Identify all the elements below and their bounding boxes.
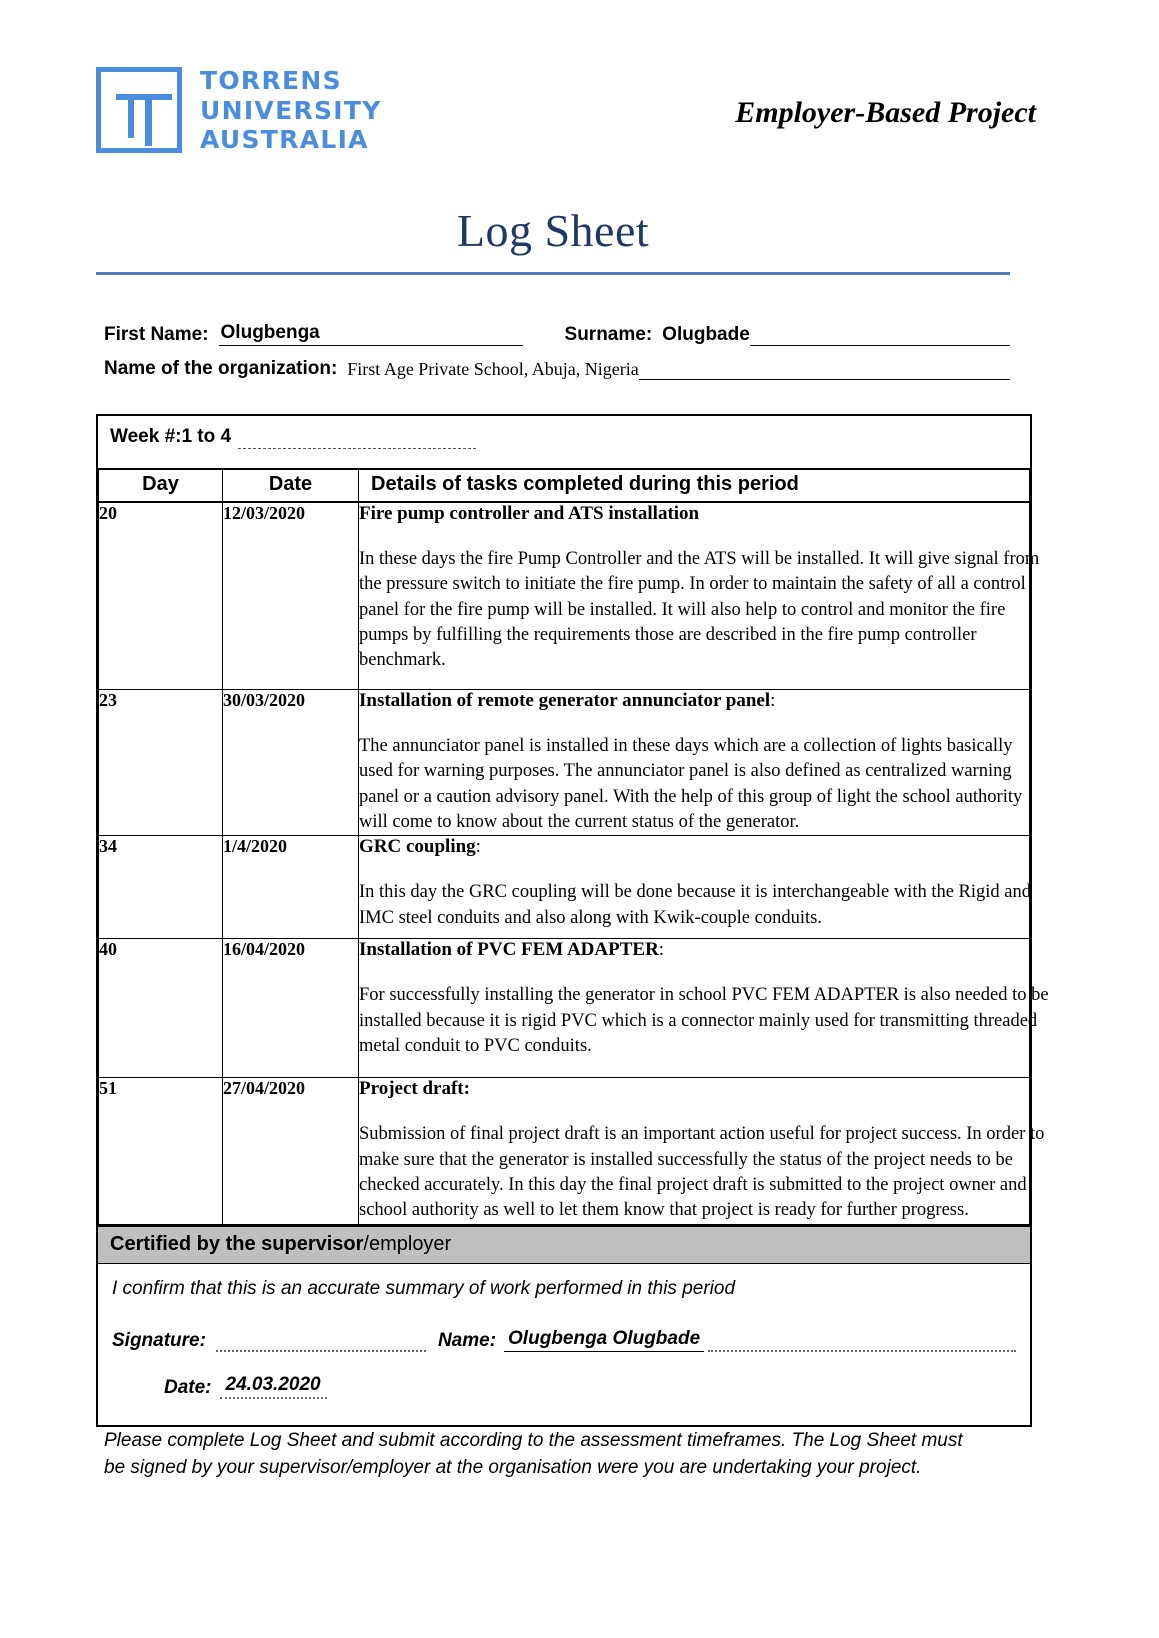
task-title: Fire pump controller and ATS installation: [359, 503, 700, 524]
table-row: [99, 1078, 1030, 1224]
cell-day[interactable]: 20: [99, 502, 223, 690]
log-table-container: [96, 414, 1049, 1427]
cell-day[interactable]: 51: [99, 1078, 223, 1224]
log-table: [98, 468, 1049, 1225]
logo-line-torrens: TORRENS: [200, 66, 342, 95]
table-header-row: [99, 469, 1030, 502]
task-title: Installation of PVC FEM ADAPTER:: [359, 939, 665, 961]
cell-day[interactable]: 40: [99, 939, 223, 1078]
page-title-block: [96, 204, 1010, 257]
footer-instructions: [104, 1428, 1024, 1482]
page-header: [96, 58, 1036, 176]
date-value[interactable]: 24.03.2020: [220, 1374, 327, 1399]
cell-details[interactable]: [359, 1078, 1045, 1224]
task-body: For successfully installing the generator in school PVC FEM ADAPTER is also needed to be installed because it is rigid PVC which is a connector mainly used for transmitting threaded metal conduit to PVC conduits.: [359, 985, 1049, 1057]
table-row: [99, 939, 1030, 1078]
signature-label: Signature:: [112, 1329, 206, 1351]
surname-label: Surname:: [564, 324, 653, 345]
task-title: Project draft:: [359, 1078, 470, 1100]
task-title: Installation of remote generator annunciator panel:: [359, 690, 776, 711]
organization-underline: [639, 358, 1010, 380]
date-label: Date:: [164, 1376, 212, 1398]
cell-details[interactable]: [359, 502, 1040, 690]
cell-details[interactable]: [359, 939, 1049, 1078]
cell-date[interactable]: 1/4/2020: [223, 836, 359, 939]
certification-header-bold: Certified by the supervisor: [110, 1232, 364, 1255]
task-title: GRC coupling:: [359, 836, 481, 858]
cell-date[interactable]: 27/04/2020: [223, 1078, 359, 1224]
week-label[interactable]: Week #:1 to 4: [110, 426, 232, 447]
column-header-details: Details of tasks completed during this period: [359, 469, 1030, 502]
task-body: In this day the GRC coupling will be done because it is interchangeable with the Rigid and IMC steel conduits and also along with Kwik-couple conduits.: [359, 882, 1032, 928]
week-row: [98, 416, 1030, 468]
name-value[interactable]: Olugbenga Olugbade: [504, 1328, 704, 1352]
surname-underline: [750, 324, 1010, 346]
cell-date[interactable]: 12/03/2020: [223, 502, 359, 690]
logo-line-australia: AUSTRALIA: [200, 125, 369, 154]
first-name-value[interactable]: Olugbenga: [219, 322, 523, 346]
table-row: [99, 502, 1030, 690]
torrens-logo: [96, 66, 382, 155]
cell-day[interactable]: 23: [99, 690, 223, 836]
name-label: Name:: [437, 1329, 497, 1351]
signature-row: [112, 1328, 1030, 1352]
document-kind: Employer-Based Project: [735, 96, 1036, 129]
table-row: [99, 836, 1030, 939]
footer-line-1: Please complete Log Sheet and submit according to the assessment timeframes. The Log Sheet must: [104, 1430, 963, 1451]
surname-value[interactable]: Olugbade: [662, 324, 750, 345]
page-title: Log Sheet: [456, 205, 650, 256]
task-body: In these days the fire Pump Controller and the ATS will be installed. It will give signal from the pressure switch to initiate the fire pump. In order to maintain the safety of all a control panel for the fire pump will be installed. It will also help to control and monitor the fire pumps by fulfilling the requirements those are described in the fire pump controller benchmark.: [359, 549, 1040, 671]
torrens-tt-mark-icon: [96, 67, 182, 153]
week-dashed-line: [238, 448, 476, 449]
certification-header: [98, 1225, 1030, 1264]
name-line-extension: [708, 1332, 1016, 1352]
confirmation-statement: I confirm that this is an accurate summary of work performed in this period: [112, 1277, 736, 1299]
cell-day[interactable]: 34: [99, 836, 223, 939]
logo-line-university: UNIVERSITY: [200, 95, 382, 125]
name-field-row: [104, 322, 1010, 346]
footer-line-2: be signed by your supervisor/employer at the organisation were you are undertaking your project.: [104, 1456, 922, 1478]
first-name-label: First Name:: [104, 324, 209, 345]
column-header-day: Day: [99, 469, 223, 502]
signature-input[interactable]: [216, 1332, 426, 1352]
certification-body: [98, 1264, 1030, 1425]
title-divider: [96, 272, 1010, 275]
cell-date[interactable]: 16/04/2020: [223, 939, 359, 1078]
table-row: [99, 690, 1030, 836]
logo-wordmark: [200, 66, 382, 155]
cell-date[interactable]: 30/03/2020: [223, 690, 359, 836]
certification-header-light: /employer: [363, 1232, 452, 1255]
task-body: The annunciator panel is installed in these days which are a collection of lights basically used for warning purposes. The annunciator panel is also defined as centralized warning panel or a caution advisory panel. With the help of this group of light the school authority will come to know about the current status of the generator.: [359, 736, 1023, 833]
cell-details[interactable]: [359, 836, 1030, 939]
cell-details[interactable]: [359, 690, 1030, 836]
organization-value[interactable]: First Age Private School, Abuja, Nigeria: [347, 359, 639, 379]
organization-field-row: [104, 358, 1010, 380]
column-header-date: Date: [223, 469, 359, 502]
organization-label: Name of the organization:: [104, 358, 338, 379]
date-row: [112, 1374, 1030, 1399]
task-body: Submission of final project draft is an important action useful for project success. In order to make sure that the generator is installed successfully the status of the project needs to be checked accurately. In this day the final project draft is submitted to the project owner and school authority as well to let them know that project is ready for further progress.: [359, 1124, 1045, 1221]
